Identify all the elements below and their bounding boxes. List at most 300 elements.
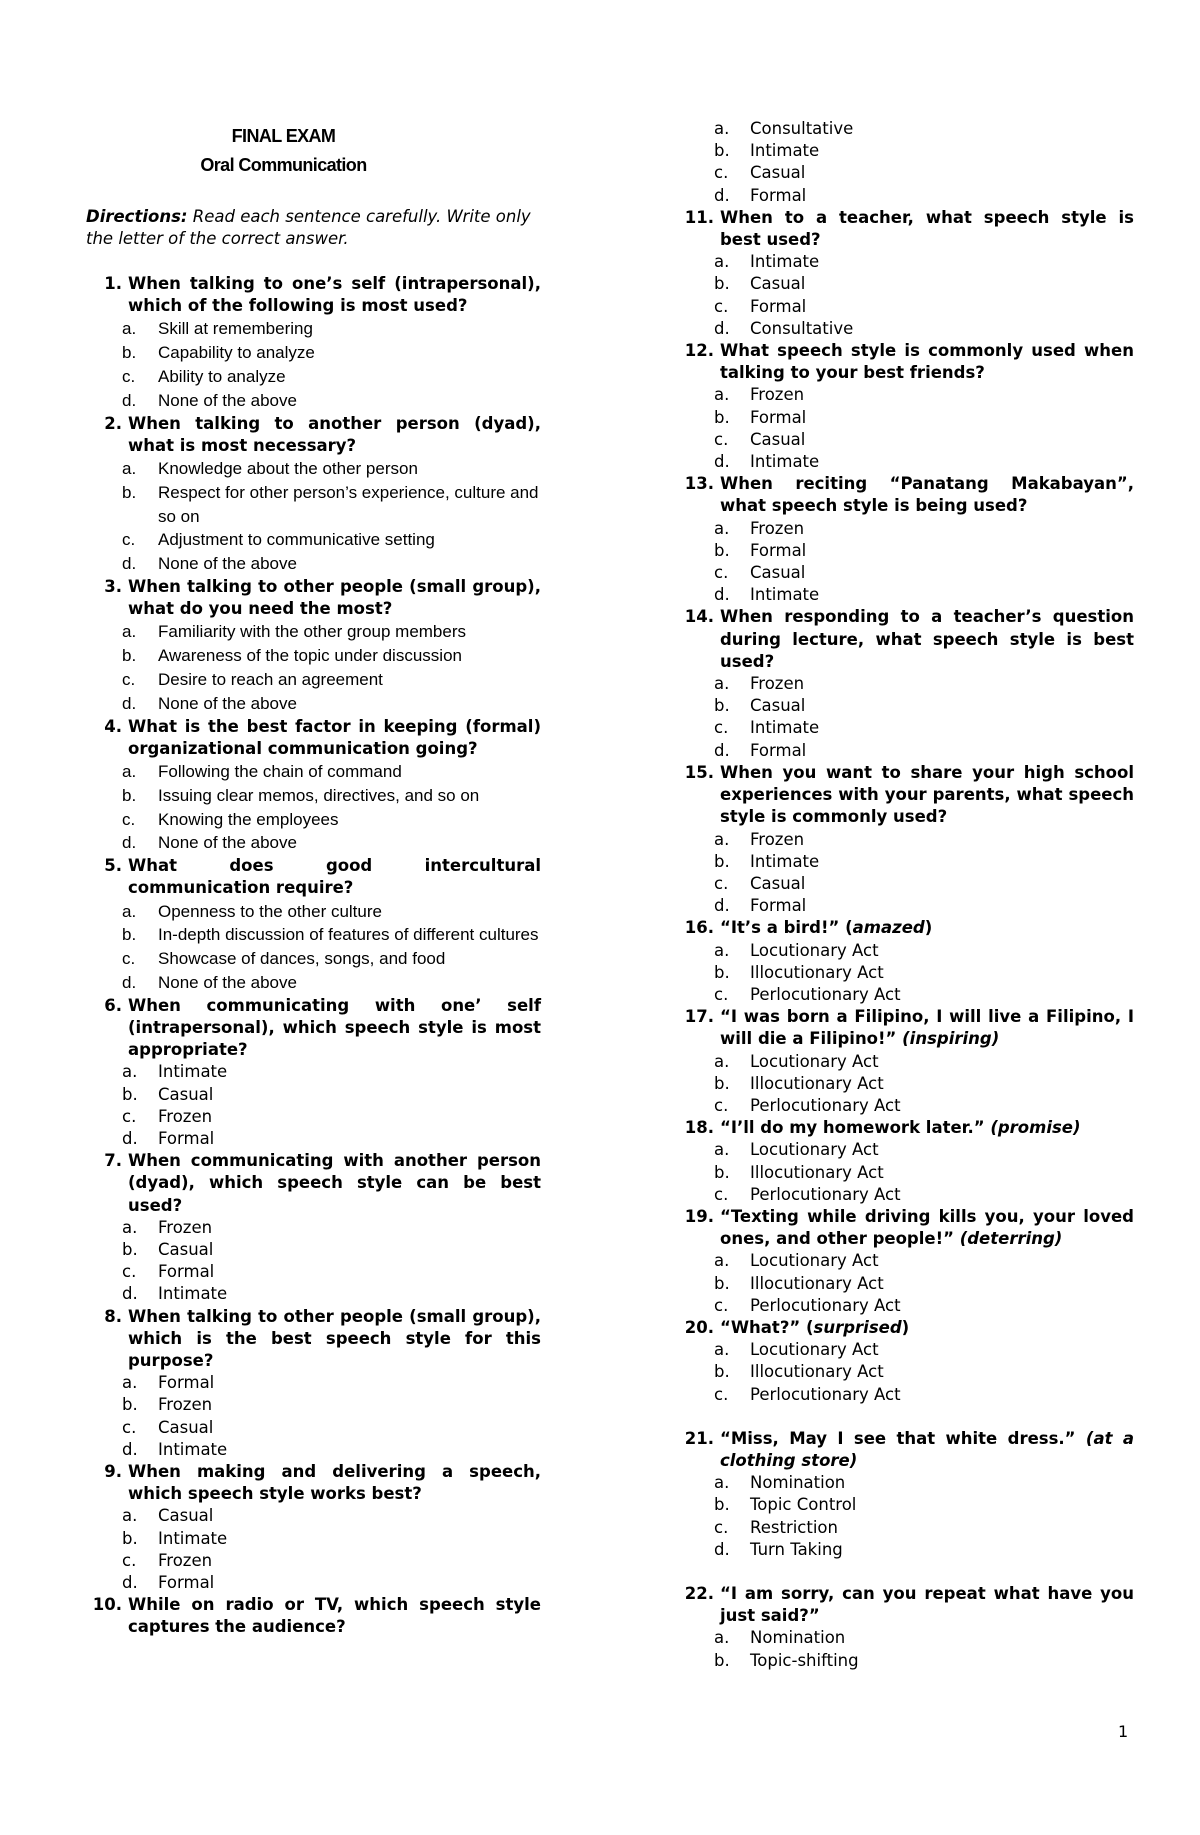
question-text [720,1583,1134,1627]
answer-option [678,118,1134,140]
option-letter: a. [714,1628,730,1648]
option-text: Intimate [750,585,820,605]
option-text: Intimate [158,1062,228,1082]
option-letter: b. [122,1528,138,1548]
option-text: Desire to reach an agreement [158,669,383,689]
answer-option [86,668,541,692]
question-number: 20. [684,1317,714,1337]
answer-option [678,873,1134,895]
question-text-main: When responding to a teacher’s question during lecture, what speech style is best used? [720,607,1134,671]
answer-option [678,1250,1134,1272]
question-text-main: While on radio or TV, which speech style captures the audience? [128,1595,541,1637]
question-line [678,1206,1134,1250]
question-text [128,1150,541,1217]
option-letter: a. [122,1062,138,1082]
question-text [128,1306,541,1373]
option-letter: b. [122,646,137,666]
option-letter: d. [122,972,137,992]
answer-option [678,1361,1134,1383]
question-text [128,995,541,1062]
question-item [678,1206,1134,1317]
question-item [86,1306,541,1461]
option-letter: b. [122,925,137,945]
answer-option [86,1439,541,1461]
answer-option [86,784,541,808]
directions-label: Directions: [86,207,188,226]
question-text-main: When making and delivering a speech, which speech style works best? [128,1462,541,1504]
answer-option [86,481,541,529]
question-emphasis: amazed [852,918,925,938]
question-number: 22. [684,1584,714,1603]
question-number: 5. [104,856,122,876]
answer-option [678,140,1134,162]
spacer [678,1561,1134,1583]
question-number: 10. [92,1595,122,1615]
option-letter: c. [714,873,729,893]
question-text-main: “It’s a bird!” ( [720,918,853,938]
answer-option [678,717,1134,739]
option-text: Perlocutionary Act [750,1384,901,1404]
question-text [128,1461,541,1505]
option-text: Frozen [750,829,805,849]
question-text [720,606,1134,673]
question-line [86,1461,541,1505]
option-text: Casual [750,163,806,183]
answer-option [86,1261,541,1283]
option-letter: b. [122,482,137,502]
option-letter: a. [714,518,730,538]
answer-option [678,518,1134,540]
option-letter: c. [122,1550,137,1570]
answer-option [678,695,1134,717]
answer-option [678,1494,1134,1516]
question-number: 11. [684,207,714,227]
answer-option [86,1505,541,1527]
option-text: Intimate [158,1439,228,1459]
option-letter: c. [122,669,136,689]
answer-option [678,1384,1134,1406]
option-letter: b. [122,1084,138,1104]
question-number: 21. [684,1428,714,1448]
option-text: Casual [158,1084,214,1104]
option-text: Illocutionary Act [750,1362,884,1382]
question-text-main: When talking to other people (small group), what do you need the most? [128,576,541,619]
option-text: Formal [158,1373,215,1393]
question-number: 17. [684,1007,714,1027]
option-text: Casual [750,274,806,294]
question-text-tail: ) [924,918,933,938]
answer-option [86,1217,541,1239]
question-text [720,762,1134,829]
option-text: Illocutionary Act [750,1073,884,1093]
spacer [678,1406,1134,1428]
question-text [720,207,1134,251]
question-text-main: When you want to share your high school experiences with your parents, what speech style is commonly used? [720,762,1134,827]
option-text: Formal [750,296,807,316]
option-letter: b. [714,696,730,716]
option-letter: a. [122,1373,138,1393]
question-item [86,716,541,856]
answer-option [86,923,541,947]
option-letter: d. [122,390,137,410]
option-text: Respect for other person’s experience, culture and so on [158,482,539,526]
answer-option [678,1139,1134,1161]
option-text: Frozen [158,1550,213,1570]
option-letter: c. [122,1262,137,1282]
option-letter: c. [714,563,729,583]
option-letter: b. [714,407,730,427]
option-text: Formal [158,1262,215,1282]
answer-option [678,451,1134,473]
answer-option [86,971,541,995]
option-letter: d. [714,452,730,472]
option-text: Perlocutionary Act [750,984,901,1004]
question-text-main: “Texting while driving kills you, your loved ones, and other people!” [720,1206,1134,1249]
option-letter: a. [122,901,137,921]
question-text-main: When to a teacher, what speech style is best used? [720,207,1134,250]
option-text: Locutionary Act [750,1340,879,1360]
question-text [720,1317,1134,1339]
option-letter: a. [714,1140,730,1160]
answer-option [86,1572,541,1594]
answer-option [678,1539,1134,1561]
option-letter: b. [714,1162,730,1182]
question-line [86,413,541,457]
question-text [720,917,1134,939]
answer-option [86,1084,541,1106]
option-text: Locutionary Act [750,1051,879,1071]
question-number: 14. [684,607,714,627]
question-line [678,473,1134,517]
answer-option [86,900,541,924]
option-text: None of the above [158,693,297,713]
answer-option [86,1239,541,1261]
option-text: Topic-shifting [750,1650,859,1670]
answer-option [678,984,1134,1006]
option-letter: a. [122,1217,138,1237]
option-text: Perlocutionary Act [750,1095,901,1115]
question-item [678,118,1134,207]
answer-option [678,384,1134,406]
question-text-main: When communicating with one’ self (intrapersonal), which speech style is most appropriate? [128,995,541,1060]
option-text: Topic Control [750,1495,857,1515]
option-letter: b. [714,1362,730,1382]
question-number: 7. [104,1151,122,1171]
option-text: Intimate [158,1284,228,1304]
question-line [678,207,1134,251]
option-letter: a. [714,1251,730,1271]
answer-option [678,673,1134,695]
answer-option [86,1061,541,1083]
option-text: Perlocutionary Act [750,1184,901,1204]
answer-option [86,1528,541,1550]
question-text [720,1206,1134,1250]
option-letter: b. [714,540,730,560]
question-number: 1. [104,274,122,293]
question-item [86,413,541,576]
option-letter: d. [122,1128,138,1148]
answer-option [678,851,1134,873]
option-text: Locutionary Act [750,940,879,960]
option-letter: b. [714,274,730,294]
question-item [678,1317,1134,1406]
question-item [86,995,541,1150]
question-number: 15. [684,762,714,782]
answer-option [678,940,1134,962]
option-text: Consultative [750,318,854,338]
question-line [86,273,541,317]
option-letter: a. [122,459,137,478]
option-text: None of the above [158,972,297,992]
question-number: 9. [104,1462,122,1482]
question-line [678,606,1134,673]
answer-option [86,760,541,784]
question-emphasis: surprised [813,1317,902,1337]
option-letter: c. [122,949,136,969]
question-emphasis: (promise) [990,1118,1081,1138]
option-letter: a. [714,385,730,405]
answer-option [86,1550,541,1572]
option-text: Locutionary Act [750,1140,879,1160]
answer-option [86,1417,541,1439]
option-letter: d. [122,1284,138,1304]
question-text-main: “I’ll do my homework later.” [720,1118,991,1138]
question-text [720,473,1134,517]
option-letter: d. [122,693,137,713]
option-text: Frozen [750,385,805,405]
option-letter: d. [122,1439,138,1459]
option-letter: a. [714,829,730,849]
option-letter: c. [714,429,729,449]
option-letter: c. [122,367,136,386]
answer-option [678,740,1134,762]
option-letter: c. [122,809,136,829]
question-number: 12. [684,341,714,361]
option-text: Issuing clear memos, directives, and so on [158,785,480,805]
option-text: Casual [750,563,806,583]
answer-option [678,1162,1134,1184]
exam-subject: Oral Communication [200,155,367,175]
option-letter: b. [714,851,730,871]
option-text: Casual [750,696,806,716]
option-text: Casual [158,1506,214,1526]
option-text: Frozen [750,674,805,694]
option-text: Casual [158,1417,214,1437]
directions-text: Read each sentence carefully. Write only the letter of the correct answer. [86,207,531,248]
answer-option [86,1283,541,1305]
option-letter: c. [714,1517,729,1537]
option-text: Perlocutionary Act [750,1295,901,1315]
option-text: Intimate [750,851,820,871]
question-item [86,576,541,716]
question-text-tail: ) [901,1317,910,1337]
answer-option [86,692,541,716]
option-text: Intimate [158,1528,228,1548]
exam-title: FINAL EXAM [231,126,336,146]
question-item [678,1006,1134,1117]
option-text: Turn Taking [750,1539,843,1559]
option-letter: c. [714,1184,729,1204]
option-letter: a. [714,940,730,960]
option-text: Ability to analyze [158,367,286,386]
question-item [678,606,1134,761]
answer-option [678,1051,1134,1073]
option-text: Illocutionary Act [750,1162,884,1182]
answer-option [86,1372,541,1394]
option-text: Frozen [158,1395,213,1415]
question-item [678,762,1134,917]
option-letter: c. [122,1106,137,1126]
option-text: Restriction [750,1517,838,1537]
option-letter: d. [714,896,730,916]
question-text [720,1006,1134,1050]
answer-option [678,540,1134,562]
question-text-main: What is the best factor in keeping (formal) organizational communication going? [128,716,541,758]
question-item [86,1594,541,1638]
option-text: Intimate [750,252,820,272]
page-number: 1 [1118,1722,1129,1741]
question-item [678,473,1134,606]
question-line [86,1594,541,1638]
option-text: Consultative [750,119,854,138]
question-emphasis: (at a clothing store) [720,1428,1134,1470]
option-text: None of the above [158,390,297,410]
option-text: Formal [750,407,807,427]
option-letter: a. [122,761,137,781]
option-text: Capability to analyze [158,343,315,363]
option-letter: c. [122,530,136,550]
question-line [678,1317,1134,1339]
option-letter: b. [714,1273,730,1293]
answer-option [678,1650,1134,1672]
option-letter: b. [714,962,730,982]
option-text: Familiarity with the other group members [158,622,467,642]
option-text: Casual [158,1240,214,1259]
answer-option [678,1472,1134,1494]
answer-option [678,1627,1134,1649]
option-text: Frozen [158,1217,213,1237]
answer-option [86,341,541,365]
option-letter: a. [714,1473,730,1493]
question-line [678,1583,1134,1627]
option-text: Illocutionary Act [750,962,884,982]
question-line [86,1150,541,1217]
question-line [678,1117,1134,1139]
option-letter: b. [122,785,137,805]
option-text: Casual [750,429,806,449]
question-text [128,855,541,899]
question-text-main: When communicating with another person (dyad), which speech style can be best used? [128,1151,541,1215]
answer-option [678,1273,1134,1295]
question-text-main: “Miss, May I see that white dress.” [720,1428,1086,1448]
answer-option [86,317,541,341]
option-text: Knowing the employees [158,809,339,829]
option-letter: a. [122,319,137,339]
question-item [86,855,541,995]
answer-option [678,429,1134,451]
question-number: 3. [104,576,122,596]
answer-option [86,644,541,668]
answer-option [86,552,541,576]
option-letter: d. [122,1573,138,1593]
answer-option [86,947,541,971]
answer-option [678,407,1134,429]
question-list-left [86,273,541,1639]
answer-option [678,1095,1134,1117]
option-letter: d. [714,585,730,605]
question-text [128,716,541,760]
option-letter: c. [714,296,729,316]
option-letter: a. [714,252,730,272]
question-item [86,1150,541,1305]
question-item [678,207,1134,340]
question-number: 4. [104,716,122,736]
question-line [86,576,541,620]
option-letter: b. [714,1495,730,1515]
answer-option [86,620,541,644]
option-text: Formal [158,1128,215,1148]
option-text: Intimate [750,141,820,161]
question-number: 19. [684,1206,714,1226]
question-text [128,576,541,620]
question-item [678,1117,1134,1206]
option-letter: b. [714,1650,730,1670]
option-text: Formal [750,896,807,916]
question-number: 6. [104,995,122,1015]
option-text: None of the above [158,554,297,574]
answer-option [678,895,1134,917]
question-text [128,413,541,457]
option-text: In-depth discussion of features of different cultures [158,925,539,945]
question-line [86,995,541,1062]
answer-option [86,457,541,481]
question-number: 8. [104,1306,122,1326]
question-number: 16. [684,918,714,938]
answer-option [86,389,541,413]
question-text-main: What does good intercultural communication require? [128,856,541,898]
option-text: Openness to the other culture [158,901,382,921]
option-text: Locutionary Act [750,1251,879,1271]
option-letter: b. [714,1073,730,1093]
question-emphasis: (deterring) [959,1229,1063,1249]
option-text: Formal [750,540,807,560]
question-line [86,1306,541,1373]
option-letter: c. [714,1295,729,1315]
option-text: Knowledge about the other person [158,459,418,478]
option-text: Formal [158,1573,215,1593]
option-text: Frozen [158,1106,213,1126]
question-item [678,1583,1134,1672]
directions [86,206,541,250]
question-line [678,762,1134,829]
question-number: 18. [684,1118,714,1138]
answer-option [678,562,1134,584]
answer-option [678,251,1134,273]
question-list-right [678,118,1134,1672]
option-letter: b. [122,343,137,363]
question-line [678,340,1134,384]
question-text [720,1428,1134,1472]
option-letter: c. [714,718,729,738]
option-letter: c. [714,1384,729,1404]
answer-option [678,962,1134,984]
option-letter: a. [714,119,730,138]
answer-option [678,829,1134,851]
option-text: Adjustment to communicative setting [158,530,435,550]
option-text: Casual [750,873,806,893]
answer-option [678,584,1134,606]
question-number: 13. [684,474,714,494]
